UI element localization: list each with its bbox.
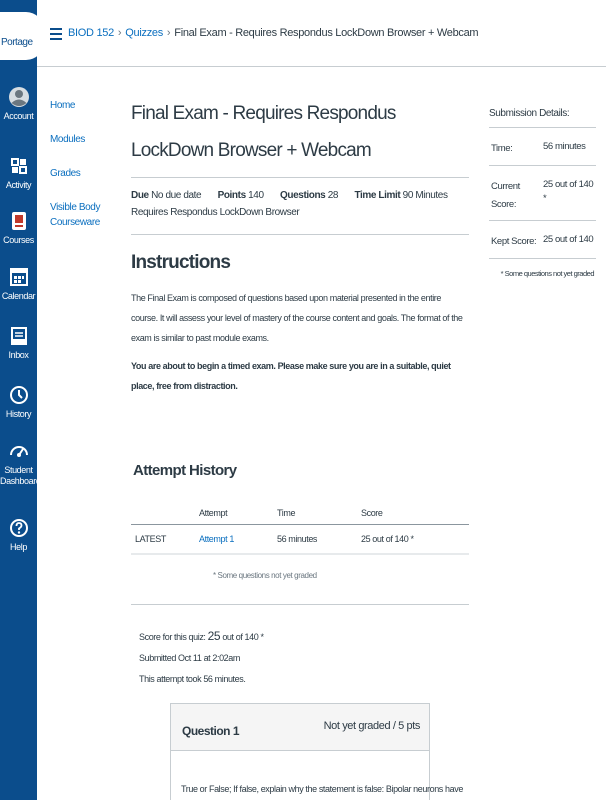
account-icon xyxy=(8,86,30,108)
nav-inbox[interactable] xyxy=(0,325,37,361)
score-big: 25 xyxy=(207,629,221,643)
detail-row-kept-score xyxy=(489,221,596,259)
detail-key: Kept Score: xyxy=(491,236,537,247)
question-name: Question 1 xyxy=(182,724,240,738)
quiz-title: Final Exam - Requires Respondus LockDown Browser + Webcam xyxy=(131,103,396,161)
points-label: Points xyxy=(217,190,246,201)
question-card xyxy=(170,703,463,800)
detail-row-current-score xyxy=(489,166,596,221)
points-value: 140 xyxy=(248,190,264,201)
course-nav xyxy=(50,98,120,249)
attempt-history-table xyxy=(131,502,469,555)
score-prefix: Score for this quiz: xyxy=(139,632,206,642)
nav-courses-label: Courses xyxy=(3,235,34,245)
nav-account[interactable] xyxy=(0,86,37,122)
lockdown-requirement: Requires Respondus LockDown Browser xyxy=(131,207,300,218)
submitted-time: Submitted Oct 11 at 2:02am xyxy=(139,653,240,663)
breadcrumb-separator: › xyxy=(166,27,171,39)
detail-key: Current Score: xyxy=(491,181,520,210)
help-icon xyxy=(8,517,30,539)
questions-value: 28 xyxy=(327,190,339,201)
question-text: True or False; If false, explain why the statement is false: Bipolar neurons have xyxy=(181,784,463,794)
logo-text: Portage xyxy=(1,37,33,48)
attempt-link[interactable]: Attempt 1 xyxy=(199,533,234,544)
table-row xyxy=(131,524,469,554)
timed-exam-warning: You are about to begin a timed exam. Please make sure you are in a suitable, quiet place, free from distraction. xyxy=(131,361,451,391)
question-points: Not yet graded / 5 pts xyxy=(323,720,420,732)
breadcrumb-separator: › xyxy=(117,27,122,39)
table-header-row xyxy=(131,502,469,524)
score-summary xyxy=(139,626,264,690)
history-icon xyxy=(8,384,30,406)
questions-label: Questions xyxy=(280,190,326,201)
nav-help-label: Help xyxy=(10,542,27,552)
calendar-icon xyxy=(8,266,30,288)
breadcrumb-quizzes[interactable]: Quizzes xyxy=(125,27,163,39)
courses-icon xyxy=(8,210,30,232)
detail-row-time xyxy=(489,128,596,166)
submission-details-title: Submission Details: xyxy=(489,104,596,128)
score-suffix: out of 140 * xyxy=(222,632,264,642)
quiz-meta xyxy=(131,178,469,234)
detail-value: 56 minutes xyxy=(543,141,586,152)
column-header-attempt: Attempt xyxy=(199,502,277,524)
nav-account-label: Account xyxy=(3,111,34,121)
detail-key: Time: xyxy=(491,143,513,154)
nav-inbox-label: Inbox xyxy=(8,350,29,360)
nav-calendar-label: Calendar xyxy=(1,291,36,301)
time-limit-value: 90 Minutes xyxy=(402,190,448,201)
nav-history-label: History xyxy=(5,409,32,419)
ungraded-footnote: * Some questions not yet graded xyxy=(213,571,317,580)
divider xyxy=(131,604,469,605)
activity-icon xyxy=(8,155,30,177)
column-header-score: Score xyxy=(361,502,469,524)
inbox-icon xyxy=(8,325,30,347)
course-nav-grades[interactable]: Grades xyxy=(50,168,81,179)
nav-student-dashboard-label: Student Dashboard xyxy=(0,465,41,486)
instructions-text: The Final Exam is composed of questions based upon material presented in the entire course. It will assess your level of mastery of the course content and goals. The format of the exam is similar to past module exams. xyxy=(131,293,463,343)
submission-details xyxy=(489,104,596,278)
breadcrumb-current: Final Exam - Requires Respondus LockDown Browser + Webcam xyxy=(174,27,479,39)
question-header xyxy=(171,704,429,751)
due-label: Due xyxy=(131,190,149,201)
due-value: No due date xyxy=(151,190,202,201)
global-nav xyxy=(0,0,41,800)
course-nav-home[interactable]: Home xyxy=(50,100,76,111)
attempt-score: 25 out of 140 * xyxy=(361,524,469,554)
column-header-time: Time xyxy=(277,502,361,524)
detail-value: 25 out of 140 * xyxy=(543,179,594,204)
course-nav-modules[interactable]: Modules xyxy=(50,134,85,145)
course-nav-visible-body-courseware[interactable]: Visible Body Courseware xyxy=(50,202,101,228)
dashboard-icon xyxy=(8,440,30,462)
score-line xyxy=(139,626,264,648)
submission-note: * Some questions not yet graded xyxy=(500,269,594,278)
column-header-tag xyxy=(131,502,199,524)
hamburger-menu-icon[interactable] xyxy=(50,28,62,39)
nav-history[interactable] xyxy=(0,384,37,420)
nav-courses[interactable] xyxy=(0,210,37,246)
nav-calendar[interactable] xyxy=(0,266,37,302)
nav-activity[interactable] xyxy=(0,155,37,191)
main-content xyxy=(131,95,469,396)
attempt-tag: LATEST xyxy=(131,524,199,554)
attempt-history-heading: Attempt History xyxy=(133,462,237,479)
attempt-time: 56 minutes xyxy=(277,524,361,554)
breadcrumb-course[interactable]: BIOD 152 xyxy=(68,27,114,39)
attempt-duration: This attempt took 56 minutes. xyxy=(139,674,246,684)
breadcrumb xyxy=(68,27,478,39)
instructions-heading: Instructions xyxy=(131,252,231,273)
nav-help[interactable] xyxy=(0,517,37,553)
detail-value: 25 out of 140 xyxy=(543,234,594,245)
time-limit-label: Time Limit xyxy=(354,190,401,201)
nav-activity-label: Activity xyxy=(5,180,32,190)
header-bar xyxy=(37,0,606,67)
nav-student-dashboard[interactable] xyxy=(0,440,41,487)
divider xyxy=(131,234,469,235)
